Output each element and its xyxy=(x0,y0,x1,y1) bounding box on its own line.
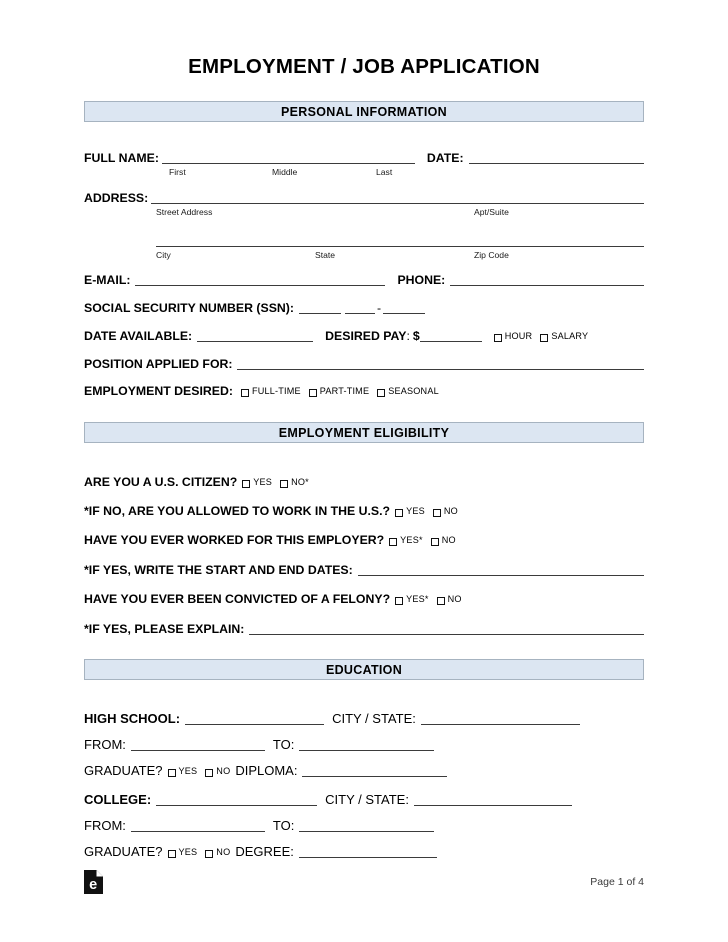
full-name-input[interactable] xyxy=(162,150,415,164)
high-school-input[interactable] xyxy=(185,711,324,725)
felony-question-label: HAVE YOU EVER BEEN CONVICTED OF A FELONY? xyxy=(84,591,391,606)
position-applied-for-input[interactable] xyxy=(237,356,644,370)
work-allowed-question-label: *IF NO, ARE YOU ALLOWED TO WORK IN THE U.S.? xyxy=(84,503,391,518)
high-school-graduate-option-no[interactable] xyxy=(205,764,230,778)
ssn-input-part1[interactable] xyxy=(299,300,341,314)
start-end-dates-input[interactable] xyxy=(358,562,644,576)
row-felony-question xyxy=(84,592,644,606)
full-name-captions xyxy=(84,167,644,180)
label-citizen-yes: YES xyxy=(253,476,273,487)
high-school-city-state-input[interactable] xyxy=(421,711,580,725)
page-number: Page 1 of 4 xyxy=(590,876,644,888)
row-employment-desired xyxy=(84,384,644,398)
row-work-allowed-question xyxy=(84,504,644,518)
felony-option-no[interactable] xyxy=(437,592,462,606)
employment-desired-option-part-time[interactable] xyxy=(309,384,369,398)
email-input[interactable] xyxy=(135,272,385,286)
date-label: DATE: xyxy=(426,150,464,165)
employment-desired-option-full-time[interactable] xyxy=(241,384,301,398)
row-college-graduate xyxy=(84,844,644,859)
diploma-input[interactable] xyxy=(302,763,447,777)
worked-before-option-no[interactable] xyxy=(431,533,456,547)
high-school-from-input[interactable] xyxy=(131,737,265,751)
degree-label: DEGREE: xyxy=(235,843,294,859)
row-date-available-desired-pay xyxy=(84,328,644,343)
citizen-question-label: ARE YOU A U.S. CITIZEN? xyxy=(84,474,238,489)
checkbox-worked-before-yes[interactable] xyxy=(389,538,397,546)
degree-input[interactable] xyxy=(299,844,437,858)
row-high-school-graduate xyxy=(84,763,644,778)
row-worked-before-question xyxy=(84,533,644,547)
row-email-phone xyxy=(84,272,644,287)
felony-option-yes[interactable] xyxy=(395,592,429,606)
ssn-input-part3[interactable] xyxy=(383,300,425,314)
row-address-street xyxy=(84,190,644,205)
label-high-school-graduate-yes: YES xyxy=(178,765,198,776)
college-graduate-label: GRADUATE? xyxy=(84,843,163,859)
date-available-input[interactable] xyxy=(197,328,313,342)
checkbox-work-allowed-no[interactable] xyxy=(433,509,441,517)
full-name-label: FULL NAME: xyxy=(84,150,159,165)
work-allowed-option-no[interactable] xyxy=(433,504,458,518)
start-end-dates-label: *IF YES, WRITE THE START AND END DATES: xyxy=(84,562,353,577)
row-citizen-question xyxy=(84,475,644,489)
label-part-time: PART-TIME xyxy=(319,385,370,396)
desired-pay-currency: $ xyxy=(412,328,420,343)
date-input[interactable] xyxy=(469,150,644,164)
address-captions-row2 xyxy=(84,250,644,263)
label-seasonal: SEASONAL xyxy=(388,385,439,396)
logo-letter: e xyxy=(89,877,98,894)
checkbox-work-allowed-yes[interactable] xyxy=(395,509,403,517)
label-felony-no: NO xyxy=(447,593,462,604)
college-to-label: TO: xyxy=(272,817,295,833)
checkbox-felony-yes[interactable] xyxy=(395,597,403,605)
date-available-label: DATE AVAILABLE: xyxy=(84,328,193,343)
checkbox-college-graduate-yes[interactable] xyxy=(168,850,176,858)
label-full-time: FULL-TIME xyxy=(251,385,301,396)
checkbox-high-school-graduate-no[interactable] xyxy=(205,769,213,777)
checkbox-college-graduate-no[interactable] xyxy=(205,850,213,858)
desired-pay-colon: : xyxy=(406,328,410,343)
document-logo-icon xyxy=(84,870,103,894)
checkbox-felony-no[interactable] xyxy=(437,597,445,605)
desired-pay-label: DESIRED PAY xyxy=(325,328,407,343)
desired-pay-option-salary[interactable] xyxy=(540,329,588,343)
section-header-education: EDUCATION xyxy=(84,659,644,680)
high-school-to-label: TO: xyxy=(272,736,295,752)
label-work-allowed-yes: YES xyxy=(406,505,425,516)
caption-last: Last xyxy=(376,166,393,177)
checkbox-citizen-no[interactable] xyxy=(280,480,288,488)
checkbox-salary[interactable] xyxy=(540,334,548,342)
row-college xyxy=(84,792,644,807)
label-felony-yes: YES* xyxy=(406,593,429,604)
row-position-applied-for xyxy=(84,356,644,371)
label-hour: HOUR xyxy=(504,330,533,341)
college-from-label: FROM: xyxy=(84,817,126,833)
checkbox-worked-before-no[interactable] xyxy=(431,538,439,546)
row-ssn xyxy=(84,300,644,315)
caption-city: City xyxy=(156,249,171,260)
work-allowed-option-yes[interactable] xyxy=(395,504,425,518)
ssn-input-part2[interactable] xyxy=(345,300,375,314)
worked-before-question-label: HAVE YOU EVER WORKED FOR THIS EMPLOYER? xyxy=(84,532,385,547)
section-header-employment-eligibility: EMPLOYMENT ELIGIBILITY xyxy=(84,422,644,443)
high-school-from-label: FROM: xyxy=(84,736,126,752)
employment-desired-option-seasonal[interactable] xyxy=(377,384,439,398)
caption-street-address: Street Address xyxy=(156,206,213,217)
label-high-school-graduate-no: NO xyxy=(216,765,231,776)
high-school-city-state-label: CITY / STATE: xyxy=(332,710,416,726)
college-city-state-label: CITY / STATE: xyxy=(325,791,409,807)
diploma-label: DIPLOMA: xyxy=(235,762,298,778)
row-high-school xyxy=(84,711,644,726)
row-high-school-dates xyxy=(84,737,644,752)
address-captions-row1 xyxy=(84,207,644,220)
high-school-graduate-label: GRADUATE? xyxy=(84,762,163,778)
college-city-state-input[interactable] xyxy=(414,792,572,806)
address-label: ADDRESS: xyxy=(84,190,149,205)
caption-apt-suite: Apt/Suite xyxy=(474,206,509,217)
caption-zip-code: Zip Code xyxy=(474,249,509,260)
label-citizen-no: NO* xyxy=(291,476,309,487)
checkbox-high-school-graduate-yes[interactable] xyxy=(168,769,176,777)
label-worked-before-no: NO xyxy=(441,534,456,545)
college-graduate-option-yes[interactable] xyxy=(168,845,198,859)
felony-explain-input[interactable] xyxy=(249,621,644,635)
label-salary: SALARY xyxy=(551,330,589,341)
high-school-to-input[interactable] xyxy=(299,737,434,751)
caption-first: First xyxy=(169,166,186,177)
caption-middle: Middle xyxy=(272,166,298,177)
worked-before-option-yes[interactable] xyxy=(389,533,423,547)
ssn-label: SOCIAL SECURITY NUMBER (SSN): xyxy=(84,300,294,315)
section-header-personal-information: PERSONAL INFORMATION xyxy=(84,101,644,122)
label-work-allowed-no: NO xyxy=(443,505,458,516)
phone-label: PHONE: xyxy=(397,272,446,287)
row-full-name xyxy=(84,150,644,165)
row-felony-explain xyxy=(84,621,644,636)
college-from-input[interactable] xyxy=(131,818,265,832)
row-college-dates xyxy=(84,818,644,833)
form-content xyxy=(84,0,644,859)
checkbox-seasonal[interactable] xyxy=(377,389,385,397)
email-label: E-MAIL: xyxy=(84,272,131,287)
employment-desired-label: EMPLOYMENT DESIRED: xyxy=(84,383,233,398)
ssn-separator-2: - xyxy=(376,300,382,315)
college-label: COLLEGE: xyxy=(84,791,152,807)
street-address-input[interactable] xyxy=(151,190,644,204)
caption-state: State xyxy=(315,249,336,260)
position-applied-for-label: POSITION APPLIED FOR: xyxy=(84,356,233,371)
page-title: EMPLOYMENT / JOB APPLICATION xyxy=(188,55,540,78)
high-school-label: HIGH SCHOOL: xyxy=(84,710,181,726)
checkbox-part-time[interactable] xyxy=(309,389,317,397)
label-worked-before-yes: YES* xyxy=(400,534,423,545)
label-college-graduate-yes: YES xyxy=(178,846,198,857)
row-address-city xyxy=(84,233,644,248)
felony-explain-label: *IF YES, PLEASE EXPLAIN: xyxy=(84,621,245,636)
citizen-option-yes[interactable] xyxy=(242,475,272,489)
checkbox-hour[interactable] xyxy=(494,334,502,342)
phone-input[interactable] xyxy=(450,272,644,286)
row-start-end-dates xyxy=(84,562,644,577)
citizen-option-no[interactable] xyxy=(280,475,309,489)
desired-pay-input[interactable] xyxy=(420,328,482,342)
page-footer xyxy=(84,867,644,897)
college-input[interactable] xyxy=(156,792,317,806)
city-state-zip-input[interactable] xyxy=(156,233,644,247)
checkbox-full-time[interactable] xyxy=(241,389,249,397)
high-school-graduate-option-yes[interactable] xyxy=(168,764,198,778)
college-graduate-option-no[interactable] xyxy=(205,845,230,859)
label-college-graduate-no: NO xyxy=(216,846,231,857)
desired-pay-option-hour[interactable] xyxy=(494,329,533,343)
checkbox-citizen-yes[interactable] xyxy=(242,480,250,488)
college-to-input[interactable] xyxy=(299,818,434,832)
